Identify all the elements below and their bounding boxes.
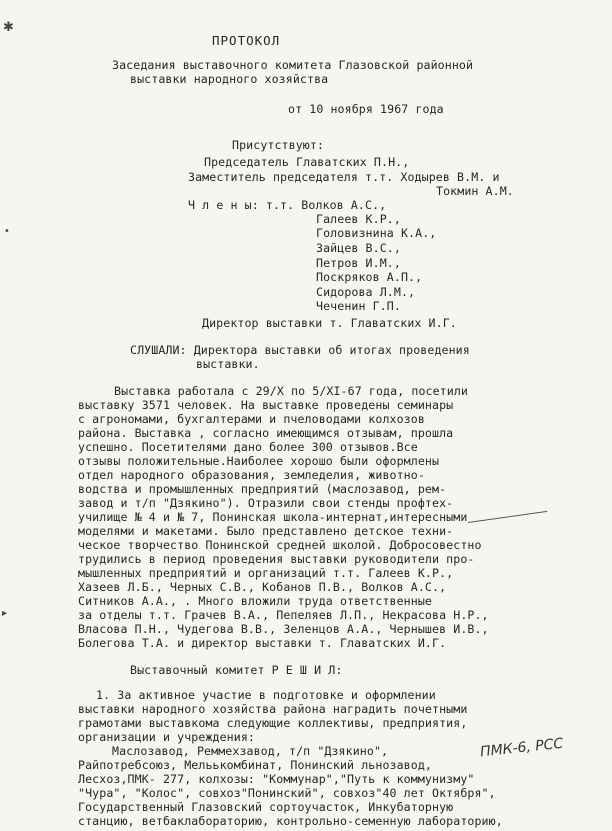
body-line: выставку 3571 человек. На выставке проведены семинары (78, 398, 454, 412)
body-line: мышленных предприятий и организаций т.т. Галеев К.Р., (78, 566, 454, 580)
director-line: Директор выставки т. Главатских И.Г. (202, 316, 457, 330)
handwritten-note: ПМК-6, РСС (479, 735, 565, 761)
member-name: Головизнина К.А., (316, 226, 437, 240)
member-name: Сидорова Л.М., (316, 285, 416, 299)
header-line-1: Заседания выставочного комитета Глазовской районной (112, 58, 474, 72)
body-line: с агрономами, бухгалтерами и пчеловодами колхозов (78, 412, 425, 426)
present-heading: Присутствуют: (232, 138, 325, 152)
body-line: ческое творчество Понинской средней школой. Добросовестно (78, 538, 482, 552)
margin-mark-bottom: ▸ (2, 608, 8, 619)
members-label: Ч л е н ы: т.т. Волков А.С., (188, 198, 387, 212)
decision-line: Государственный Глазовский сортоучасток, Инкубаторную (78, 800, 454, 814)
deputy-line: Заместитель председателя т.т. Ходырев В.М. и (188, 170, 500, 184)
member-name: Галеев К.Р., (316, 212, 401, 226)
heard-line-1: СЛУШАЛИ: Директора выставки об итогах проведения (130, 343, 470, 357)
body-line: Ситников А.А., . Много вложили труда ответственные (78, 594, 433, 608)
margin-mark-top: ✱ (3, 20, 14, 35)
body-line: Болегова Т.А. и директор выставки т. Главатских И.Г. (78, 636, 447, 650)
document-title: ПРОТОКОЛ (212, 33, 281, 48)
decision-line: "Чура", "Колос", совхоз"Понинский", совхоз"40 лет Октября", (78, 786, 496, 800)
member-name: Чеченин Г.П. (316, 299, 401, 313)
decision-line: Райпотребсоюз, Мельькомбинат, Понинский льнозавод, (78, 758, 433, 772)
document-date: от 10 ноября 1967 года (288, 102, 444, 116)
decision-line: выставки народного хозяйства района наградить почетными (78, 702, 468, 716)
deputy-line-2: Токмин А.М. (436, 184, 514, 198)
body-line: отзывы положительные.Наиболее хорошо были оформлены (78, 454, 440, 468)
body-line: водства и промышленных предприятий (маслозавод, рем- (78, 482, 447, 496)
body-line: Выставка работала с 29/Х по 5/XI-67 года, посетили (114, 384, 469, 398)
handwritten-strike (468, 511, 547, 523)
heard-line-2: выставки. (196, 357, 260, 371)
decision-line: 1. За активное участие в подготовке и оформлении (96, 688, 436, 702)
body-line: училище № 4 и № 7, Понинская школа-интернат,интересными (78, 510, 468, 524)
header-line-2: выставки народного хозяйства (130, 72, 329, 86)
member-name: Зайцев В.С., (316, 241, 401, 255)
body-line: отдел народного образования, земледелия, животно- (78, 468, 425, 482)
decision-line: станцию, ветбаклабораторию, контрольно-семенную лабораторию, (78, 814, 503, 828)
body-line: моделями и макетами. Было представлено детское техни- (78, 524, 454, 538)
decision-line: Маслозавод, Реммехзавод, т/п "Дзякино", (112, 744, 389, 758)
decision-line: Лесхоз,ПМК- 277, колхозы: "Коммунар","Путь к коммунизму" (78, 772, 475, 786)
member-name: Поскряков А.П., (316, 270, 423, 284)
chairman-line: Председатель Главатских П.Н., (204, 155, 410, 169)
decision-line: организации и учреждения: (78, 730, 256, 744)
body-line: Хазеев Л.Б., Черных С.В., Кобанов П.В., Волков А.С., (78, 580, 447, 594)
member-name: Петров И.М., (316, 256, 401, 270)
body-line: за отделы т.т. Грачев В.А., Пепеляев Л.П., Некрасова Н.Р., (78, 608, 489, 622)
decision-line: грамотами выставкома следующие коллективы, предприятия, (78, 716, 468, 730)
body-line: завод и т/п "Дзякино"). Отразили свои стенды профтех- (78, 496, 454, 510)
margin-mark-left: • (4, 226, 10, 237)
decided-heading: Выставочный комитет Р Е Ш И Л: (130, 663, 343, 677)
body-line: трудились в период проведения выставки руководители про- (78, 552, 475, 566)
body-line: Власова П.Н., Чудегова В.В., Зеленцов А.А., Чернышев И.В., (78, 622, 489, 636)
body-line: успешно. Посетителями дано более 300 отзывов.Все (78, 440, 418, 454)
body-line: района. Выставка , согласно имеющимся отзывам, прошла (78, 426, 454, 440)
